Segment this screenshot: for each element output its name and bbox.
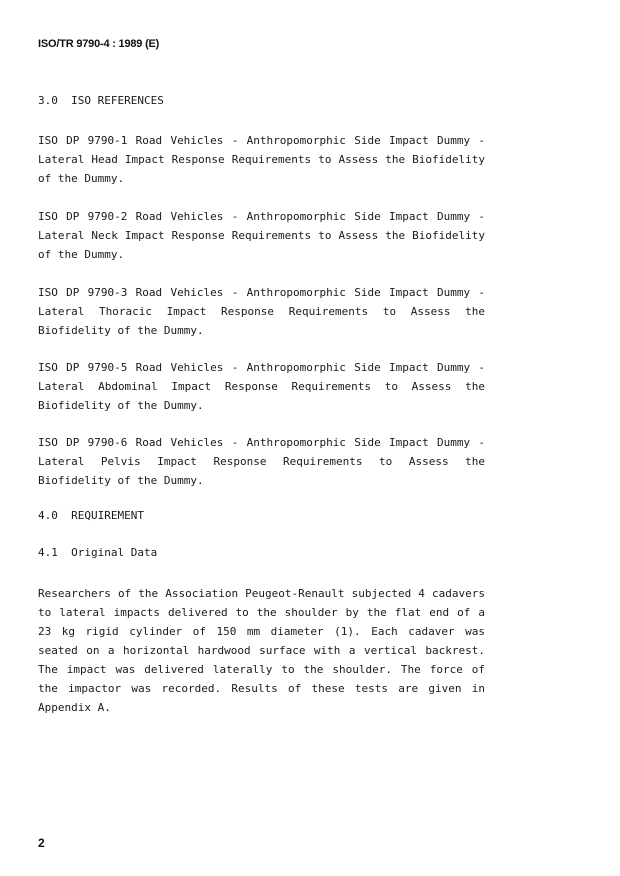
section-4-1-heading: 4.1 Original Data bbox=[38, 546, 158, 559]
page-number: 2 bbox=[38, 836, 45, 850]
reference-item: ISO DP 9790-3 Road Vehicles - Anthropomorphic Side Impact Dummy - Lateral Thoracic Impact Response Requirements to Assess the Biofidelity of the Dummy. bbox=[38, 286, 485, 337]
reference-item: ISO DP 9790-1 Road Vehicles - Anthropomorphic Side Impact Dummy - Lateral Head Impact Response Requirements to Assess the Biofidelity of the Dummy. bbox=[38, 134, 485, 185]
document-standard-id: ISO/TR 9790-4 : 1989 (E) bbox=[38, 38, 160, 50]
section-4-heading: 4.0 REQUIREMENT bbox=[38, 509, 144, 522]
reference-item: ISO DP 9790-5 Road Vehicles - Anthropomorphic Side Impact Dummy - Lateral Abdominal Impact Response Requirements to Assess the Biofidelity of the Dummy. bbox=[38, 361, 485, 412]
reference-item: ISO DP 9790-6 Road Vehicles - Anthropomorphic Side Impact Dummy - Lateral Pelvis Impact Response Requirements to Assess the Biofidelity of the Dummy. bbox=[38, 436, 485, 487]
reference-item: ISO DP 9790-2 Road Vehicles - Anthropomorphic Side Impact Dummy - Lateral Neck Impact Response Requirements to Assess the Biofidelity of the Dummy. bbox=[38, 210, 485, 261]
section-3-heading: 3.0 ISO REFERENCES bbox=[38, 94, 164, 107]
original-data-paragraph: Researchers of the Association Peugeot-Renault subjected 4 cadavers to lateral impacts delivered to the shoulder by the flat end of a 23 kg rigid cylinder of 150 mm diameter (1). Each cadaver was seated on a horizontal hardwood surface with a vertical backrest. The impact was delivered laterally to the shoulder. The force of the impactor was recorded. Results of these tests are given in Appendix A. bbox=[38, 587, 485, 714]
